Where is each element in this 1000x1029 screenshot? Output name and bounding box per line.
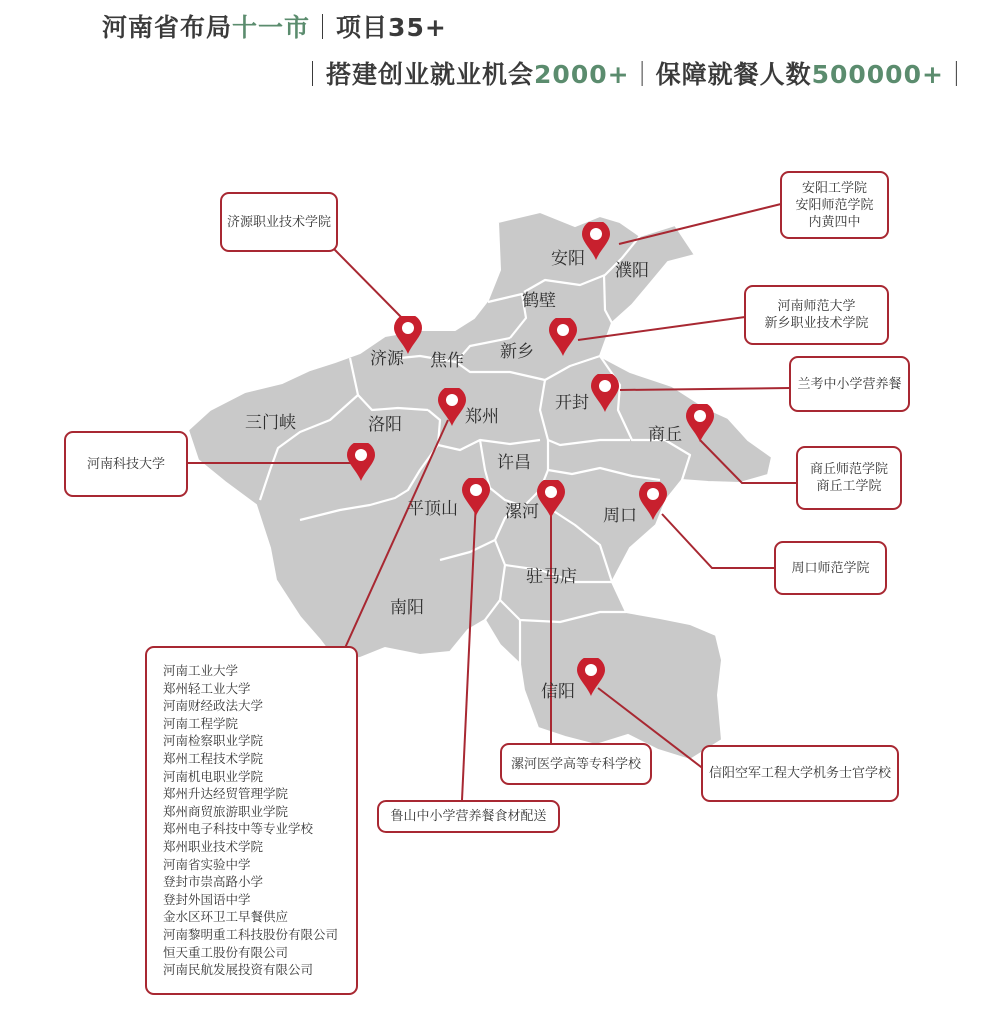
callout-item: 河南黎明重工科技股份有限公司 (163, 926, 339, 942)
callout-item: 漯河医学高等专科学校 (510, 756, 641, 772)
city-label-jiaozuo: 焦作 (430, 351, 464, 371)
callout-item: 周口师范学院 (791, 560, 870, 576)
callout-item: 内黄四中 (808, 214, 861, 230)
headline-separator: ｜ (300, 60, 327, 89)
callout-item: 登封外国语中学 (163, 891, 251, 907)
headline-jobs-label: 搭建创业就业机会 (326, 60, 535, 89)
city-label-luoyang: 洛阳 (368, 415, 402, 435)
city-label-xuchang: 许昌 (497, 453, 531, 473)
callout-item: 河南工业大学 (163, 663, 239, 678)
callout-item: 郑州轻工业大学 (163, 680, 251, 696)
city-label-jiyuan: 济源 (370, 349, 404, 369)
callout-item: 河南省实验中学 (163, 856, 251, 872)
city-label-kaifeng: 开封 (555, 393, 589, 413)
city-label-hebi: 鹤壁 (522, 291, 556, 311)
city-label-sanmenxia: 三门峡 (245, 413, 296, 433)
callout-item: 安阳师范学院 (795, 197, 874, 213)
callout-anyang (780, 171, 889, 239)
headline-jobs-value: 2000+ (534, 60, 630, 89)
headline-project-count: 项目35+ (336, 13, 447, 42)
city-label-zhengzhou: 郑州 (465, 407, 499, 427)
callout-zhoukou (774, 541, 887, 595)
callout-item: 郑州电子科技中等专业学校 (163, 821, 314, 837)
callout-item: 新乡职业技术学院 (764, 316, 869, 331)
headline-separator: ｜ (629, 60, 656, 89)
callout-item: 恒天重工股份有限公司 (163, 944, 289, 960)
callout-item: 登封市崇高路小学 (163, 874, 264, 890)
callout-luohe (500, 743, 652, 785)
city-label-xinxiang: 新乡 (500, 342, 534, 362)
callout-item: 安阳工学院 (801, 180, 867, 196)
callout-item: 金水区环卫工早餐供应 (163, 909, 289, 925)
city-label-pingdingshan: 平顶山 (407, 499, 458, 519)
callout-item: 郑州商贸旅游职业学院 (163, 803, 289, 819)
headline-meals-label: 保障就餐人数 (655, 60, 812, 89)
callout-item: 河南工程学院 (163, 715, 239, 731)
callout-item: 河南机电职业学院 (163, 768, 264, 784)
callout-item: 济源职业技术学院 (226, 214, 331, 230)
headline-city-count: 十一市 (232, 13, 311, 42)
city-label-nanyang: 南阳 (390, 598, 424, 618)
callout-item: 商丘师范学院 (809, 462, 888, 477)
callout-item: 河南民航发展投资有限公司 (163, 962, 314, 978)
callout-luoyang (64, 431, 188, 497)
city-label-puyang: 濮阳 (615, 261, 649, 281)
city-label-shangqiu: 商丘 (648, 425, 682, 445)
city-label-zhoukou: 周口 (603, 506, 637, 526)
callout-item: 郑州升达经贸管理学院 (163, 786, 289, 802)
city-label-zhumadian: 驻马店 (526, 567, 577, 587)
callout-item: 兰考中小学营养餐 (797, 376, 902, 392)
callout-item: 鲁山中小学营养餐食材配送 (390, 809, 547, 824)
headline-meals-value: 500000+ (811, 60, 944, 89)
headline-prefix: 河南省布局 (102, 13, 233, 42)
callout-item: 河南检察职业学院 (163, 733, 264, 749)
callout-shangqiu (796, 446, 902, 510)
callout-item: 郑州工程技术学院 (163, 750, 264, 766)
callout-kaifeng (789, 356, 910, 412)
city-label-luohe: 漯河 (505, 502, 539, 522)
city-label-xinyang: 信阳 (541, 682, 575, 702)
callout-item: 信阳空军工程大学机务士官学校 (708, 766, 891, 781)
headline-separator: ｜ (943, 60, 970, 89)
callout-item: 商丘工学院 (816, 479, 882, 494)
callout-pingdingshan (377, 800, 560, 833)
callout-item: 河南科技大学 (86, 456, 165, 472)
callout-jiyuan (220, 192, 338, 252)
callout-item: 河南财经政法大学 (163, 698, 264, 714)
headline-separator: ｜ (310, 13, 337, 42)
callout-item: 河南师范大学 (777, 299, 856, 314)
callout-xinyang (701, 745, 899, 802)
callout-item: 郑州职业技术学院 (163, 838, 264, 854)
city-label-anyang: 安阳 (551, 249, 585, 269)
callout-xinxiang (744, 285, 889, 345)
callout-zhengzhou (145, 646, 358, 995)
